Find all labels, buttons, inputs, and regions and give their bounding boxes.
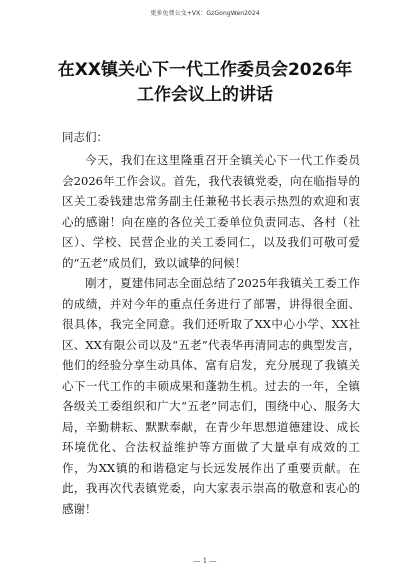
title-line-1: 在XX镇关心下一代工作委员会2026年 xyxy=(57,60,353,80)
page-number: — 1 — xyxy=(193,557,217,565)
page-title xyxy=(40,58,370,108)
title-line-2: 工作会议上的讲话 xyxy=(137,85,273,105)
header-note: 更多免费公文+VX：GzGongWen2024 xyxy=(150,10,260,17)
salutation: 同志们： xyxy=(62,130,108,144)
paragraph-opening: 今天，我们在这里隆重召开全镇关心下一代工作委员会2026年工作会议。首先，我代表镇党委，向在临指导的区关工委钱建忠常务副主任兼秘书长表示热烈的欢迎和衷心的感谢！向在座的各位关工委单位负责同志、各村（社区）、学校、民营企业的关工委同仁，以及我们可敬可爱的“五老”成员们，致以诚挚的问候！ xyxy=(62,153,360,270)
speech-body xyxy=(62,150,360,519)
paragraph-review: 刚才，夏建伟同志全面总结了2025年我镇关工委工作的成绩，并对今年的重点任务进行了部署，讲得很全面、很具体，我完全同意。我们还听取了XX中心小学、XX社区、XX有限公司以及“五老”代表华再清同志的典型发言，他们的经验分享生动具体、富有启发，充分展现了我镇关心下一代工作的丰硕成果和蓬勃生机。过去的一年，全镇各级关工委组织和广大“五老”同志们，围绕中心、服务大局，辛勤耕耘、默默奉献，在青少年思想道德建设、成长环境优化、合法权益维护等方面做了大量卓有成效的工作，为XX镇的和谐稳定与长远发展作出了重要贡献。在此，我再次代表镇党委，向大家表示崇高的敬意和衷心的感谢！ xyxy=(62,276,360,516)
